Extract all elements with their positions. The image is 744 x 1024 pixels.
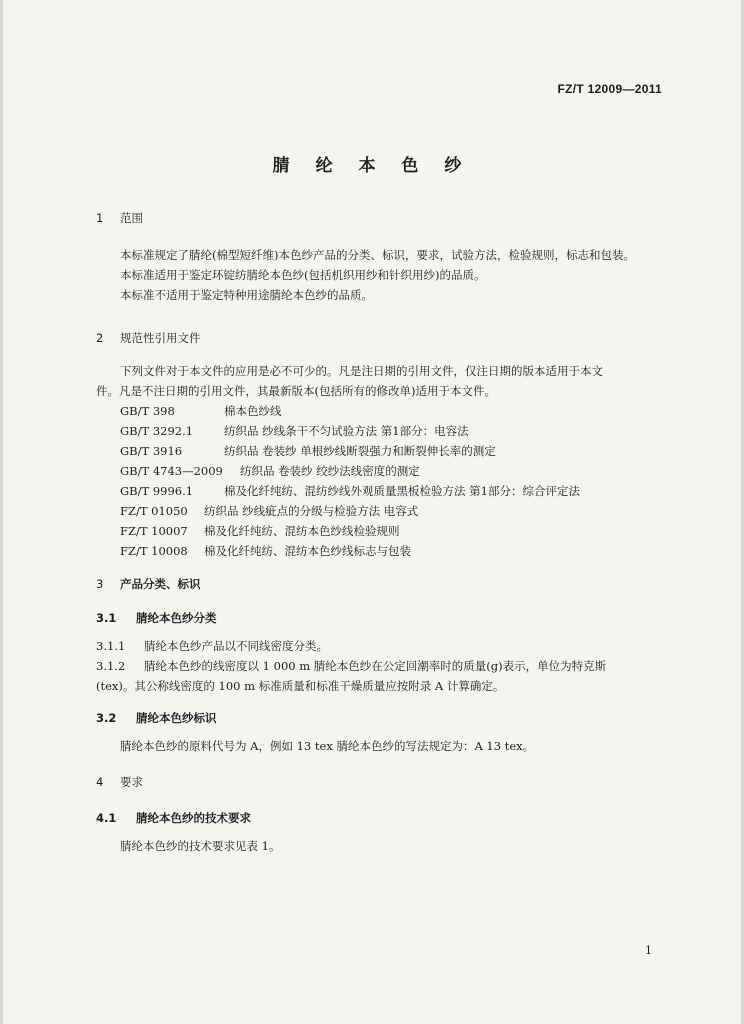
clause-number: 3.1.2 — [96, 659, 126, 673]
reference-item — [120, 443, 496, 459]
reference-title: 棉及化纤纯纺、混纺纱线外观质量黑板检验方法 第1部分：综合评定法 — [224, 484, 580, 498]
subsection-number: 3.1 — [96, 611, 117, 625]
reference-code: GB/T 3292.1 — [120, 424, 194, 438]
reference-title: 棉及化纤纯纺、混纺本色纱线标志与包装 — [204, 544, 411, 558]
paragraph-line: 本标准不适用于鉴定特种用途腈纶本色纱的品质。 — [120, 288, 373, 302]
section-4-heading — [96, 774, 143, 790]
reference-item — [120, 543, 411, 559]
reference-title: 棉本色纱线 — [224, 404, 282, 418]
reference-code: FZ/T 10008 — [120, 544, 188, 558]
paragraph-line: 本标准规定了腈纶(棉型短纤维)本色纱产品的分类、标识，要求，试验方法，检验规则，标志和包装。 — [120, 248, 635, 262]
paragraph-line: 件。凡是不注日期的引用文件，其最新版本(包括所有的修改单)适用于本文件。 — [96, 384, 496, 398]
reference-item — [120, 463, 420, 479]
subsection-4-1-heading — [96, 810, 251, 826]
paragraph-line: 腈纶本色纱的技术要求见表 1。 — [120, 839, 281, 853]
reference-code: GB/T 398 — [120, 404, 175, 418]
document-title: 腈 纶 本 色 纱 — [272, 156, 472, 176]
paragraph-line: 腈纶本色纱的原料代号为 A，例如 13 tex 腈纶本色纱的写法规定为：A 13 tex。 — [120, 739, 535, 753]
page-number: 1 — [645, 944, 652, 957]
section-title: 范围 — [120, 211, 143, 225]
reference-code: FZ/T 01050 — [120, 504, 188, 518]
subsection-title: 腈纶本色纱标识 — [136, 711, 217, 725]
reference-title: 纺织品 纱线条干不匀试验方法 第1部分：电容法 — [224, 424, 469, 438]
subsection-title: 腈纶本色纱分类 — [136, 611, 217, 625]
subsection-title: 腈纶本色纱的技术要求 — [136, 811, 251, 825]
section-number: 3 — [96, 577, 104, 591]
reference-title: 纺织品 卷装纱 单根纱线断裂强力和断裂伸长率的测定 — [224, 444, 496, 458]
reference-code: GB/T 3916 — [120, 444, 183, 458]
paragraph-line: (tex)。其公称线密度的 100 m 标准质量和标准干燥质量应按附录 A 计算确定。 — [96, 679, 505, 693]
reference-code: GB/T 9996.1 — [120, 484, 194, 498]
reference-code: FZ/T 10007 — [120, 524, 188, 538]
reference-item — [120, 483, 580, 499]
section-title: 规范性引用文件 — [120, 331, 201, 345]
reference-item — [120, 403, 282, 419]
section-number: 2 — [96, 331, 104, 345]
section-title: 产品分类、标识 — [120, 577, 201, 591]
section-number: 4 — [96, 775, 104, 789]
clause-3-1-2 — [96, 658, 606, 674]
subsection-number: 4.1 — [96, 811, 117, 825]
subsection-number: 3.2 — [96, 711, 117, 725]
section-3-heading — [96, 576, 201, 592]
paragraph-line: 本标准适用于鉴定环锭纺腈纶本色纱(包括机织用纱和针织用纱)的品质。 — [120, 268, 486, 282]
clause-text: 腈纶本色纱产品以不同线密度分类。 — [144, 639, 328, 653]
reference-item — [120, 523, 400, 539]
reference-item — [120, 503, 418, 519]
subsection-3-1-heading — [96, 610, 217, 626]
clause-text: 腈纶本色纱的线密度以 1 000 m 腈纶本色纱在公定回潮率时的质量(g)表示，单位为特克斯 — [144, 659, 607, 673]
reference-title: 纺织品 纱线疵点的分级与检验方法 电容式 — [204, 504, 419, 518]
subsection-3-2-heading — [96, 710, 217, 726]
reference-title: 纺织品 卷装纱 绞纱法线密度的测定 — [240, 464, 420, 478]
section-2-heading — [96, 330, 201, 346]
reference-code: GB/T 4743—2009 — [120, 464, 223, 478]
standard-number: FZ/T 12009—2011 — [557, 82, 662, 96]
clause-number: 3.1.1 — [96, 639, 126, 653]
reference-item — [120, 423, 469, 439]
paragraph-line: 下列文件对于本文件的应用是必不可少的。凡是注日期的引用文件，仅注日期的版本适用于本文 — [120, 364, 603, 378]
reference-title: 棉及化纤纯纺、混纺本色纱线检验规则 — [204, 524, 400, 538]
clause-3-1-1 — [96, 638, 328, 654]
section-number: 1 — [96, 211, 104, 225]
section-1-heading — [96, 210, 143, 226]
section-title: 要求 — [120, 775, 143, 789]
